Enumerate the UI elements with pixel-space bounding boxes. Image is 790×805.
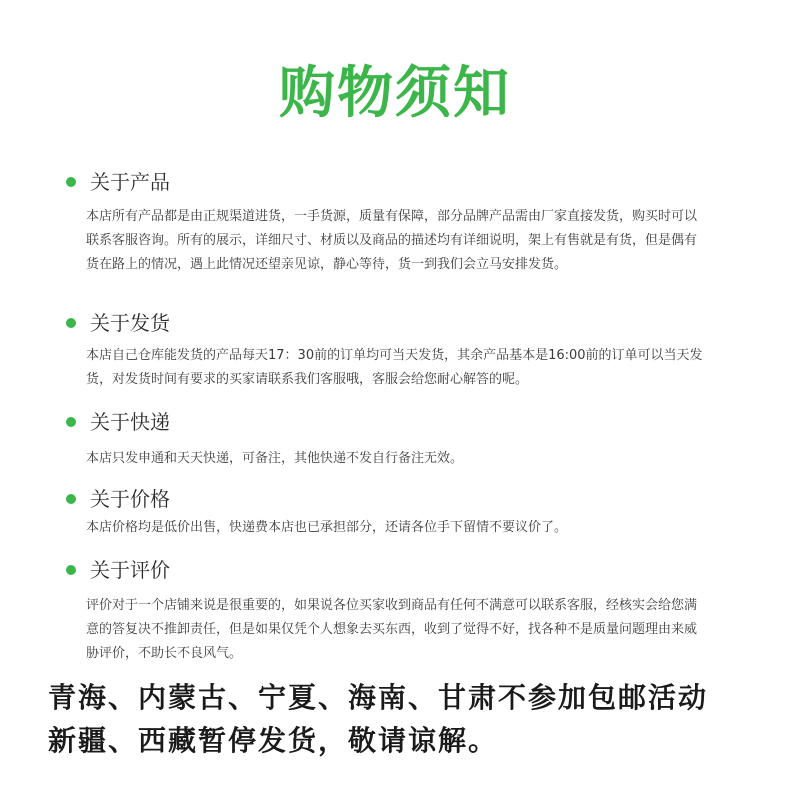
section-text-shipping: 本店自己仓库能发货的产品每天17：30前的订单均可当天发货，其余产品基本是16:00前的订单可以当天发货，对发货时间有要求的买家请联系我们客服哦，客服会给您耐心解答的呢。 [86, 348, 703, 387]
section-heading-courier [66, 407, 170, 437]
bullet-dot-icon [66, 565, 76, 575]
section-title: 关于快递 [90, 410, 170, 434]
section-title: 关于产品 [90, 170, 170, 194]
page-title: 购物须知 [279, 61, 511, 126]
bullet-dot-icon [66, 494, 76, 504]
bullet-dot-icon [66, 417, 76, 427]
section-heading-product [66, 167, 170, 197]
section-text-product: 本店所有产品都是由正规渠道进货，一手货源，质量有保障，部分品牌产品需由厂家直接发货，购买时可以联系客服咨询。所有的展示，详细尺寸、材质以及商品的描述均有详细说明，架上有售就是有货，但是偶有货在路上的情况，遇上此情况还望亲见谅，静心等待，货一到我们会立马安排发货。 [86, 209, 698, 272]
section-heading-shipping [66, 308, 170, 338]
shipping-notice-line-2: 新疆、西藏暂停发货，敬请谅解。 [48, 724, 499, 757]
section-text-courier: 本店只发申通和天天快递，可备注，其他快递不发自行备注无效。 [86, 451, 464, 466]
section-title: 关于价格 [90, 487, 170, 511]
bullet-dot-icon [66, 177, 76, 187]
section-title: 关于评价 [90, 558, 170, 582]
section-text-price: 本店价格均是低价出售，快递费本店也已承担部分，还请各位手下留情不要议价了。 [86, 520, 568, 535]
section-text-review: 评价对于一个店铺来说是很重要的，如果说各位买家收到商品有任何不满意可以联系客服，经核实会给您满意的答复决不推卸责任，但是如果仅凭个人想象去买东西，收到了觉得不好，找各种不是质量问题理由来威胁评价，不助长不良风气。 [86, 598, 698, 661]
section-title: 关于发货 [90, 311, 170, 335]
bullet-dot-icon [66, 318, 76, 328]
section-heading-price [66, 484, 170, 514]
section-heading-review [66, 555, 170, 585]
shipping-notice-line-1: 青海、内蒙古、宁夏、海南、甘肃不参加包邮活动 [48, 681, 709, 714]
